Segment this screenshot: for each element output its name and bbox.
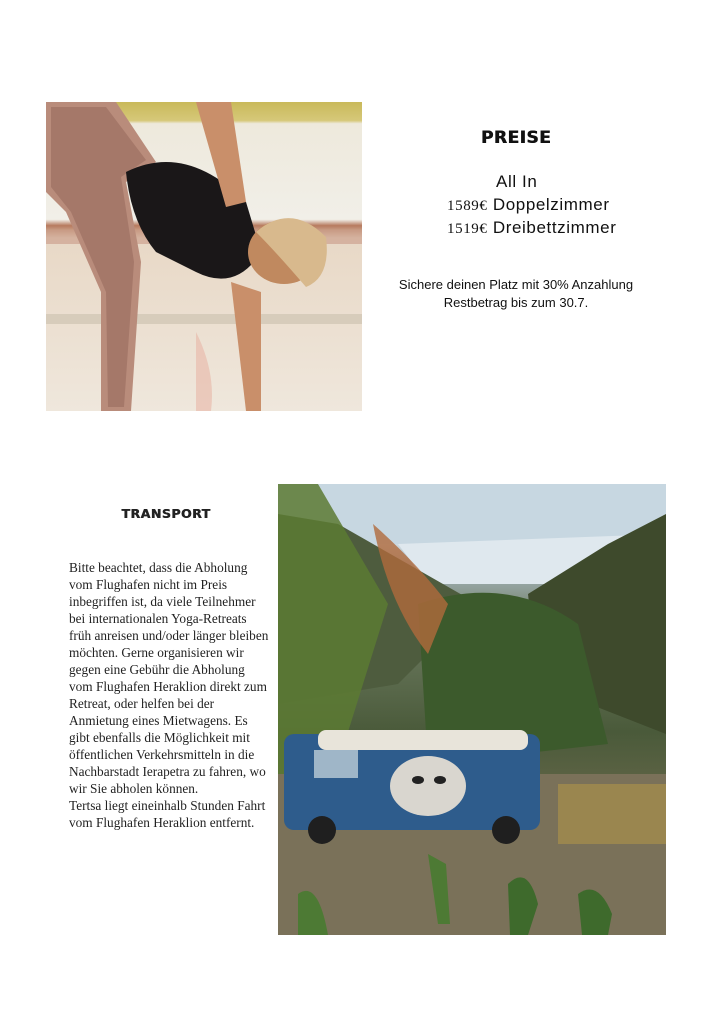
transport-paragraph-distance: Tertsa liegt eineinhalb Stunden Fahrt vom Flughafen Heraklion entfernt. (69, 798, 266, 830)
price-row-double (447, 195, 610, 215)
price-triple-label: Dreibettzimmer (492, 218, 617, 237)
all-in-label: All In (496, 172, 538, 191)
transport-heading: TRANSPORT (121, 506, 211, 521)
deposit-note: Sichere deinen Platz mit 30% Anzahlung (398, 277, 634, 292)
price-triple-value: 1519€ (447, 221, 488, 237)
van-photo-illustration (278, 484, 666, 935)
transport-paragraph: Bitte beachtet, dass die Abholung vom Flughafen nicht im Preis inbegriffen ist, da viele Teilnehmer bei internationalen Yoga-Retreats früh anreisen und/oder länger bleiben möchten. Gerne organisieren wir gegen eine Gebühr die Abholung vom Flughafen Heraklion direkt zum Retreat, oder helfen bei der Anmietung eines Mietwagens. Es gibt ebenfalls die Möglichkeit mit öffentlichen Verkehrsmitteln in die Nachbarstadt Ierapetra zu fahren, wo wir Sie abholen können. (69, 560, 269, 796)
yoga-photo-illustration (46, 102, 362, 411)
yoga-pose-photo (46, 102, 362, 411)
prices-heading: PREISE (480, 128, 552, 148)
transport-text (69, 559, 269, 831)
price-double-label: Doppelzimmer (492, 195, 610, 214)
van-landscape-photo (278, 484, 666, 935)
price-row-triple (447, 218, 616, 238)
price-double-value: 1589€ (447, 198, 488, 214)
rest-payment-note: Restbetrag bis zum 30.7. (443, 295, 589, 310)
